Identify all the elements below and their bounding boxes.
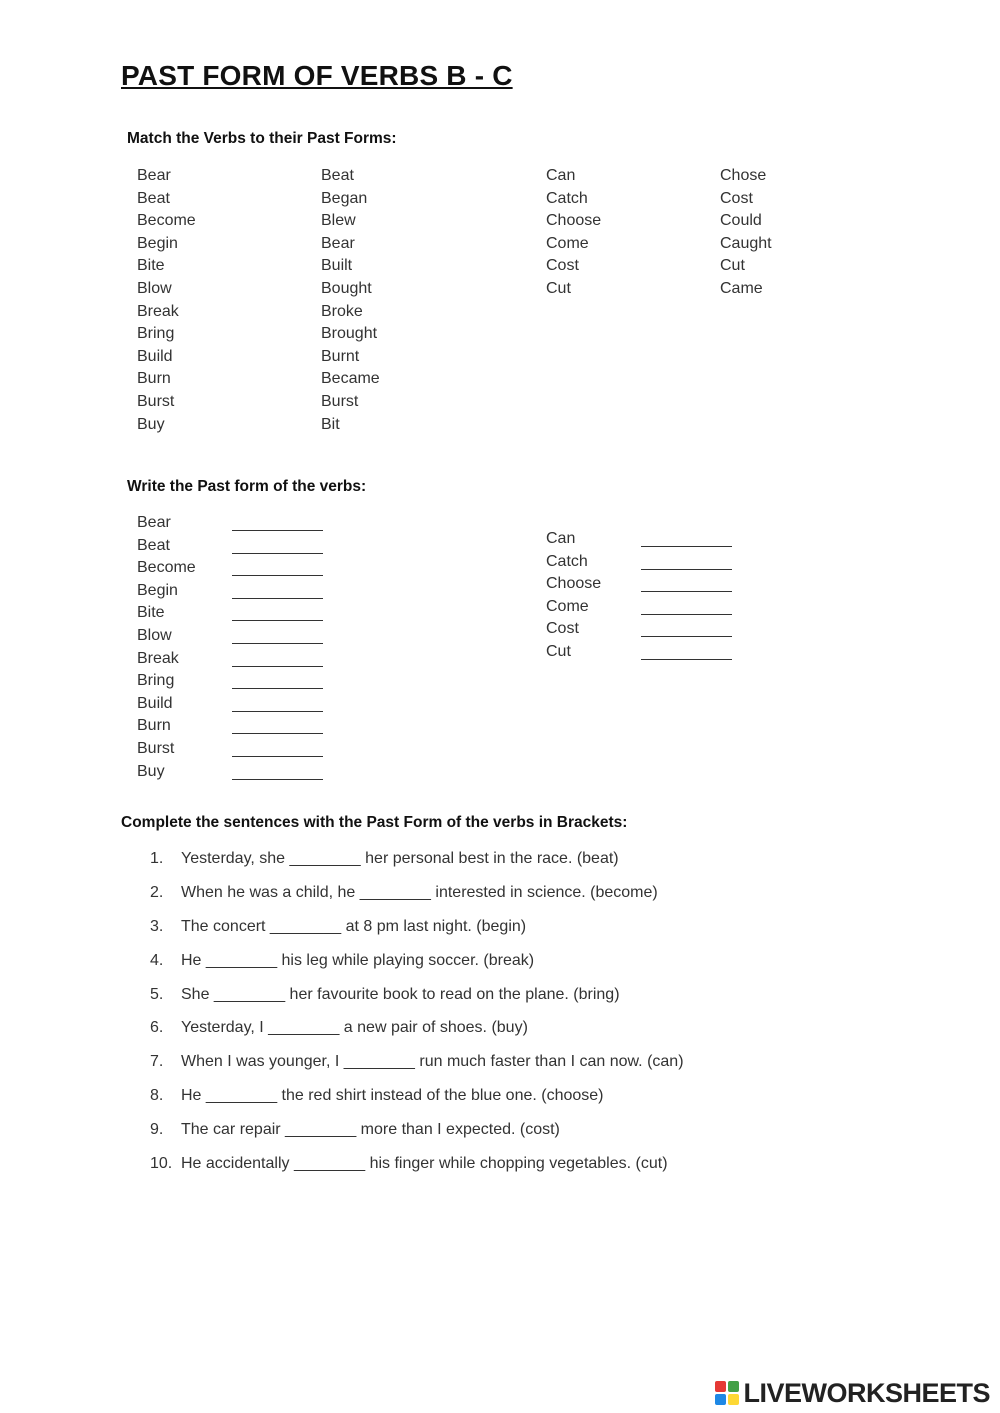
sentence-item bbox=[150, 1150, 684, 1184]
match-col-verbs-b bbox=[137, 165, 196, 436]
match-past-form: Caught bbox=[720, 234, 772, 252]
logo-icon bbox=[715, 1381, 739, 1405]
match-past-form: Cut bbox=[720, 257, 745, 275]
sentence-text: Yesterday, she ________ her personal best in the race. (beat) bbox=[181, 850, 619, 867]
match-past-form: Began bbox=[321, 189, 368, 207]
sentence-text: Yesterday, I ________ a new pair of shoes. (buy) bbox=[181, 1019, 528, 1037]
write-verb: Cost bbox=[546, 620, 579, 638]
sentence-text: The concert ________ at 8 pm last night. (begin) bbox=[181, 917, 527, 935]
match-past-form: Broke bbox=[321, 302, 363, 320]
write-row bbox=[137, 715, 196, 738]
match-verb: Catch bbox=[546, 189, 588, 207]
write-verb: Come bbox=[546, 597, 589, 615]
write-verb: Burst bbox=[137, 739, 175, 757]
match-verb: Come bbox=[546, 234, 589, 252]
sentence-number: 10. bbox=[150, 1155, 173, 1173]
write-verb: Break bbox=[137, 649, 179, 667]
answer-blank[interactable] bbox=[232, 666, 323, 667]
match-verb: Burst bbox=[137, 392, 175, 410]
match-verb: Become bbox=[137, 212, 196, 230]
sentence-text: He accidentally ________ his finger while chopping vegetables. (cut) bbox=[181, 1155, 668, 1173]
write-row bbox=[546, 618, 601, 641]
write-row bbox=[137, 670, 196, 693]
sentence-text: The car repair ________ more than I expected. (cost) bbox=[181, 1121, 560, 1139]
match-verb: Can bbox=[546, 167, 576, 184]
write-row bbox=[546, 596, 601, 619]
match-past-form: Came bbox=[720, 279, 763, 297]
answer-blank[interactable] bbox=[641, 614, 732, 615]
sentence-text: He ________ his leg while playing soccer. (break) bbox=[181, 951, 535, 969]
logo-square bbox=[728, 1394, 739, 1405]
match-past-form: Became bbox=[321, 370, 380, 388]
write-verb: Begin bbox=[137, 581, 178, 599]
answer-blank[interactable] bbox=[641, 569, 732, 570]
sentence-text: When he was a child, he ________ interested in science. (become) bbox=[181, 883, 658, 901]
sentence-number: 8. bbox=[150, 1087, 164, 1105]
sentences-heading: Complete the sentences with the Past Form of the verbs in Brackets: bbox=[121, 814, 628, 831]
match-verb: Buy bbox=[137, 415, 165, 433]
write-row bbox=[137, 557, 196, 580]
sentence-number: 9. bbox=[150, 1121, 164, 1139]
write-verb: Blow bbox=[137, 626, 172, 644]
sentence-number: 7. bbox=[150, 1053, 164, 1071]
answer-blank[interactable] bbox=[232, 598, 323, 599]
sentence-text: She ________ her favourite book to read on the plane. (bring) bbox=[181, 985, 620, 1003]
write-left-list bbox=[137, 512, 196, 783]
write-verb: Buy bbox=[137, 762, 165, 780]
match-verb: Choose bbox=[546, 212, 602, 230]
sentence-item bbox=[150, 981, 684, 1015]
match-verb: Break bbox=[137, 302, 179, 320]
answer-blank[interactable] bbox=[641, 546, 732, 547]
write-row bbox=[137, 625, 196, 648]
sentence-item bbox=[150, 1014, 684, 1048]
write-verb: Choose bbox=[546, 575, 602, 593]
match-col-past-b bbox=[321, 165, 380, 436]
sentence-item bbox=[150, 1116, 684, 1150]
sentence-number: 5. bbox=[150, 985, 164, 1003]
match-verb: Begin bbox=[137, 234, 178, 252]
write-verb: Catch bbox=[546, 552, 588, 570]
logo-text: LIVEWORKSHEETS bbox=[743, 1377, 990, 1408]
answer-blank[interactable] bbox=[232, 620, 323, 621]
write-verb: Bite bbox=[137, 604, 165, 622]
sentence-list bbox=[150, 845, 684, 1184]
write-row bbox=[137, 580, 196, 603]
write-row bbox=[546, 528, 601, 551]
match-verb: Beat bbox=[137, 189, 170, 207]
match-past-form: Beat bbox=[321, 167, 354, 184]
sentence-item bbox=[150, 947, 684, 981]
answer-blank[interactable] bbox=[232, 779, 323, 780]
match-verb: Cost bbox=[546, 257, 579, 275]
answer-blank[interactable] bbox=[232, 711, 323, 712]
write-verb: Become bbox=[137, 559, 196, 577]
match-past-form: Built bbox=[321, 257, 353, 275]
match-past-form: Blew bbox=[321, 212, 356, 230]
logo-square bbox=[715, 1381, 726, 1392]
match-past-form: Chose bbox=[720, 167, 767, 184]
sentence-item bbox=[150, 879, 684, 913]
write-row bbox=[137, 512, 196, 535]
answer-blank[interactable] bbox=[641, 591, 732, 592]
match-heading: Match the Verbs to their Past Forms: bbox=[127, 130, 397, 147]
sentence-number: 6. bbox=[150, 1019, 164, 1037]
write-row bbox=[546, 641, 601, 664]
write-heading: Write the Past form of the verbs: bbox=[127, 478, 367, 495]
match-past-form: Cost bbox=[720, 189, 753, 207]
answer-blank[interactable] bbox=[232, 530, 323, 531]
answer-blank[interactable] bbox=[232, 688, 323, 689]
write-row bbox=[546, 551, 601, 574]
sentence-text: He ________ the red shirt instead of the blue one. (choose) bbox=[181, 1087, 604, 1105]
sentence-number: 1. bbox=[150, 850, 164, 867]
sentence-item bbox=[150, 1048, 684, 1082]
logo-square bbox=[728, 1381, 739, 1392]
write-verb: Build bbox=[137, 694, 173, 712]
sentence-text: When I was younger, I ________ run much faster than I can now. (can) bbox=[181, 1053, 684, 1071]
sentence-number: 3. bbox=[150, 917, 164, 935]
answer-blank[interactable] bbox=[232, 575, 323, 576]
write-verb: Bring bbox=[137, 672, 175, 690]
match-verb: Cut bbox=[546, 279, 571, 297]
write-row bbox=[137, 648, 196, 671]
match-past-form: Brought bbox=[321, 325, 378, 343]
match-past-form: Burst bbox=[321, 392, 359, 410]
write-right-list bbox=[546, 528, 601, 664]
sentence-number: 4. bbox=[150, 951, 164, 969]
answer-blank[interactable] bbox=[232, 756, 323, 757]
answer-blank[interactable] bbox=[641, 659, 732, 660]
write-verb: Can bbox=[546, 530, 576, 547]
sentence-number: 2. bbox=[150, 883, 164, 901]
match-verb: Build bbox=[137, 347, 173, 365]
sentence-item bbox=[150, 845, 684, 879]
answer-blank[interactable] bbox=[232, 643, 323, 644]
write-row bbox=[137, 535, 196, 558]
answer-blank[interactable] bbox=[232, 733, 323, 734]
answer-blank[interactable] bbox=[232, 553, 323, 554]
write-verb: Beat bbox=[137, 536, 170, 554]
match-col-past-c bbox=[720, 165, 772, 301]
page-title: PAST FORM OF VERBS B - C bbox=[121, 60, 513, 91]
write-row bbox=[137, 738, 196, 761]
match-verb: Bite bbox=[137, 257, 165, 275]
write-verb: Cut bbox=[546, 642, 571, 660]
match-past-form: Bought bbox=[321, 279, 372, 297]
match-past-form: Bear bbox=[321, 234, 355, 252]
match-past-form: Burnt bbox=[321, 347, 360, 365]
answer-blank[interactable] bbox=[641, 636, 732, 637]
sentence-item bbox=[150, 1082, 684, 1116]
match-verb: Blow bbox=[137, 279, 172, 297]
write-row bbox=[546, 573, 601, 596]
write-verb: Burn bbox=[137, 717, 171, 735]
match-verb: Burn bbox=[137, 370, 171, 388]
sentence-item bbox=[150, 913, 684, 947]
liveworksheets-logo bbox=[715, 1378, 990, 1408]
match-past-form: Bit bbox=[321, 415, 340, 433]
match-verb: Bear bbox=[137, 167, 171, 184]
match-verb: Bring bbox=[137, 325, 175, 343]
write-row bbox=[137, 761, 196, 784]
match-past-form: Could bbox=[720, 212, 762, 230]
match-col-verbs-c bbox=[546, 165, 601, 301]
write-row bbox=[137, 693, 196, 716]
write-verb: Bear bbox=[137, 514, 171, 531]
write-row bbox=[137, 602, 196, 625]
logo-square bbox=[715, 1394, 726, 1405]
